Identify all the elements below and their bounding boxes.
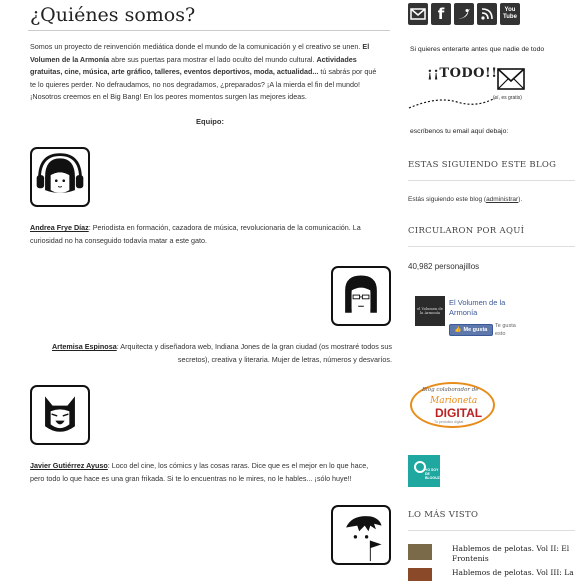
social-icons xyxy=(408,3,520,25)
todo-heading: ¡¡TODO!! xyxy=(427,66,498,81)
post-thumbnail xyxy=(408,544,432,560)
following-text: Estás siguiendo este blog (administrar). xyxy=(408,196,523,203)
fb-like-button[interactable]: 👍 Me gusta xyxy=(449,324,493,336)
popular-post-item[interactable]: Hablemos de pelotas. Vol II: El Frontenis xyxy=(408,544,578,560)
team-heading: Equipo: xyxy=(196,117,224,126)
avatar-fourth xyxy=(331,505,391,565)
title-divider xyxy=(28,30,390,31)
facebook-icon[interactable]: f xyxy=(431,3,451,25)
free-note: (sí, es gratis) xyxy=(493,95,522,101)
email-icon[interactable] xyxy=(408,3,428,25)
dashed-arrow-decoration xyxy=(407,82,502,112)
intro-paragraph: Somos un proyecto de reinvención mediática donde el mundo de la comunicación y el creativo se unen. El Volumen de la Armonía abre sus puertas para mostrar el lado oculto del mundo cultural. Actividades gratuitas, cine, música, arte gráfico, talleres, eventos deportivos, moda, actualidad... tú sabrás por qué te lo quieres perder. No defraudamos, no nos degradamos, ¿preparados? ¡A la mierda el fin del mundo! ¡Nosotros creemos en el Big Bang! En los peores momentos surgen las mejores ideas. xyxy=(30,42,377,101)
visit-counter: 40,982 personajillos xyxy=(408,262,480,271)
widget-divider xyxy=(408,180,575,181)
page-title: ¿Quiénes somos? xyxy=(30,4,196,26)
fb-like-note: Te gusta esto xyxy=(495,323,516,337)
youtube-icon[interactable]: You Tube xyxy=(500,3,520,25)
avatar-andrea xyxy=(30,147,90,207)
subscribe-cta: escríbenos tu email aquí debajo: xyxy=(410,128,509,135)
subscribe-text: Si quieres enterarte antes que nadie de todo xyxy=(410,46,545,53)
post-thumbnail xyxy=(408,568,432,581)
sidebar xyxy=(405,0,580,581)
marioneta-digital-badge[interactable]: Blog colaborador de Marioneta DIGITAL Tu periódico digital xyxy=(410,382,495,428)
rss-icon[interactable] xyxy=(477,3,497,25)
avatar-artemisa xyxy=(331,266,391,326)
administrar-link[interactable]: administrar xyxy=(486,196,519,203)
bio-artemisa: Artemisa Espinosa: Arquitecta y diseñadora web, Indiana Jones de la gran ciudad (os mostraré todos sus secretos), creativa y literaria. Mujer de letras, números y desvaríos. xyxy=(51,342,392,364)
circularon-widget-title: CIRCULARON POR AQUÍ xyxy=(408,226,525,236)
widget-divider xyxy=(408,530,575,531)
team-member-link[interactable]: Javier Gutiérrez Ayuso xyxy=(30,461,108,470)
thumbs-up-icon: 👍 xyxy=(454,327,462,333)
team-member-link[interactable]: Artemisa Espinosa xyxy=(51,342,117,351)
team-member-link[interactable]: Andrea Frye Díaz xyxy=(30,223,89,232)
widget-divider xyxy=(408,246,575,247)
popular-post-item[interactable]: Hablemos de pelotas. Vol III: La xyxy=(408,568,578,581)
bio-javier: Javier Gutiérrez Ayuso: Loco del cine, los cómics y las cosas raras. Dice que es el mejor en lo que hace, pero todo lo que hace es una gran frikada. Si te lo encuentras no le mires, no le hables... ¡sólo huye!! xyxy=(30,461,369,483)
twitter-icon[interactable] xyxy=(454,3,474,25)
following-widget-title: ESTAS SIGUIENDO ESTE BLOG xyxy=(408,160,557,170)
bloguzz-badge[interactable]: YO SOY DE BLOGUZZ xyxy=(408,455,440,487)
fb-page-logo[interactable]: el Volumen de la Armonía xyxy=(415,296,445,326)
mas-visto-widget-title: LO MÁS VISTO xyxy=(408,510,479,520)
fb-page-name-link[interactable]: El Volumen de la Armonía xyxy=(449,298,506,317)
bio-andrea: Andrea Frye Díaz: Periodista en formación, cazadora de música, revolucionaria de la comunicación. La curiosidad no ha conseguido todavía matar a este gato. xyxy=(30,223,361,245)
avatar-javier xyxy=(30,385,90,445)
